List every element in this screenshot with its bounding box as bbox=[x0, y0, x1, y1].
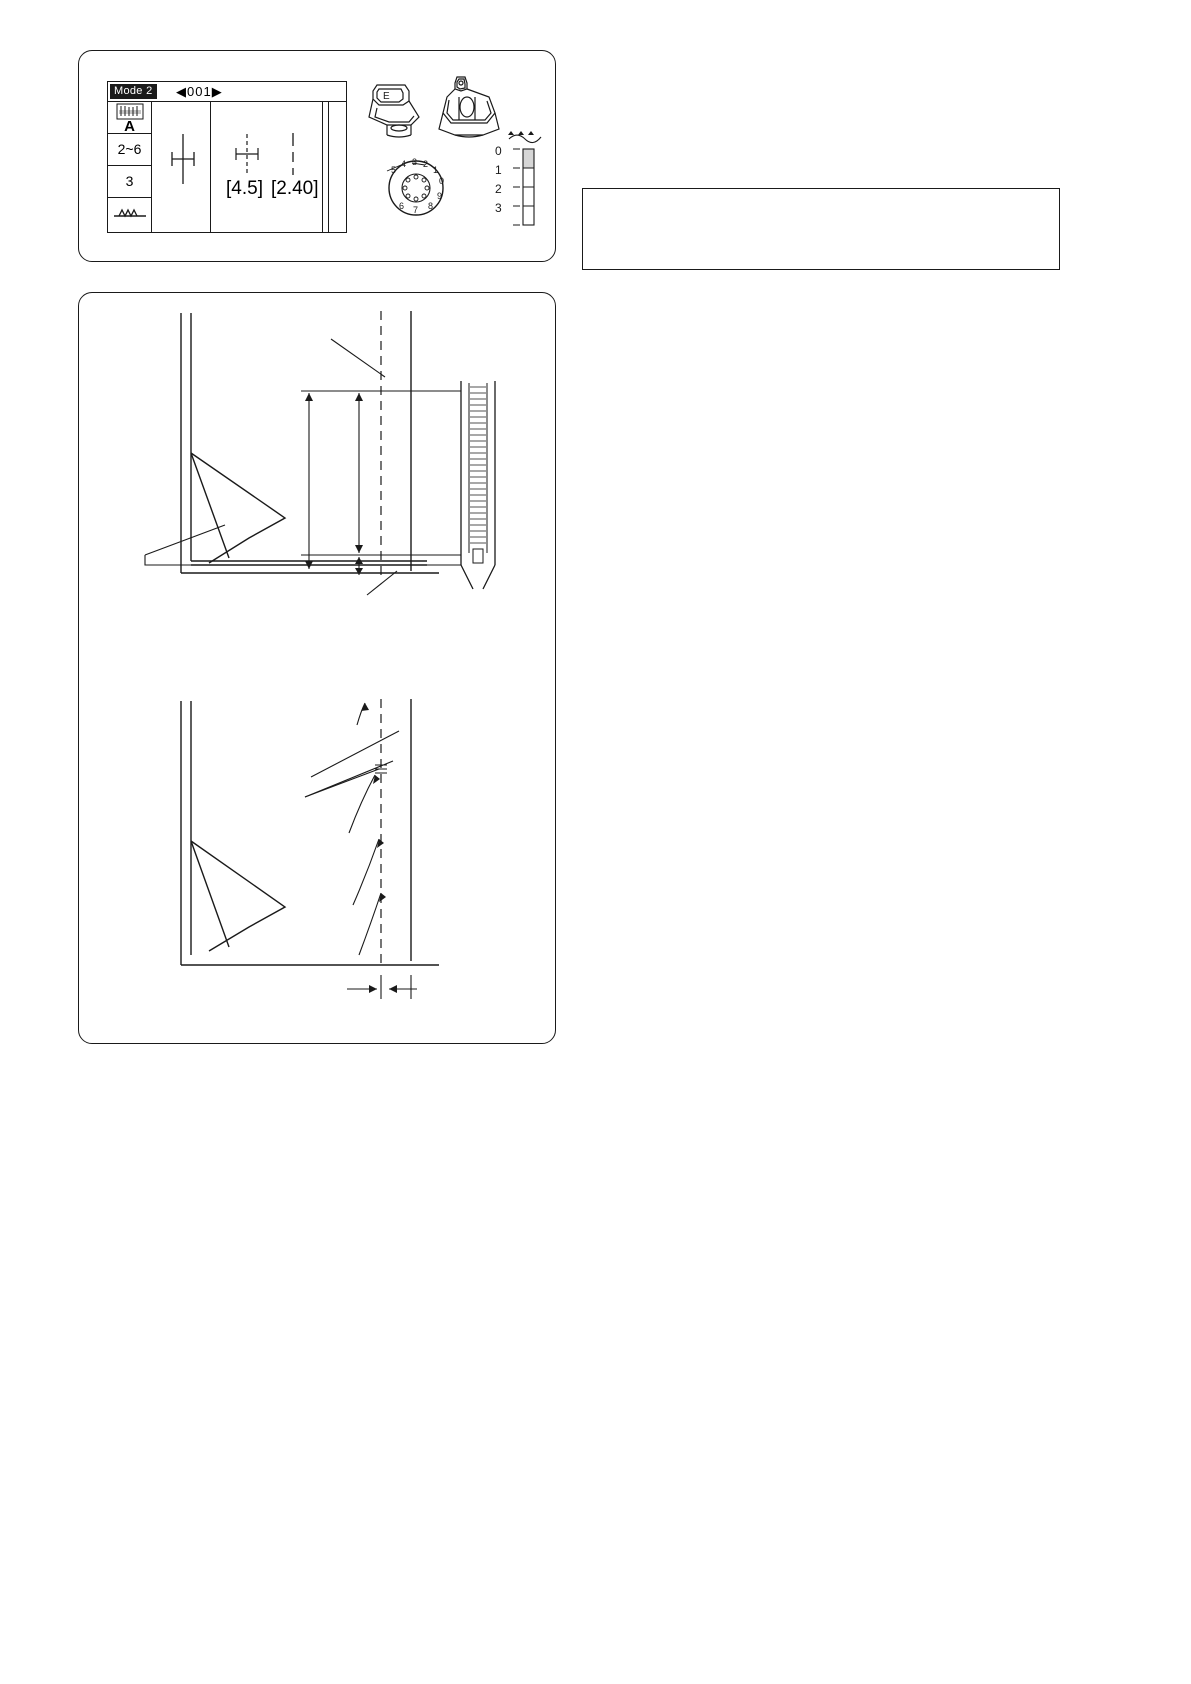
svg-text:0: 0 bbox=[439, 176, 445, 186]
svg-text:3: 3 bbox=[495, 201, 502, 215]
svg-text:1: 1 bbox=[433, 165, 439, 175]
svg-text:E: E bbox=[383, 91, 390, 102]
lcd-left-column bbox=[108, 102, 152, 232]
presser-foot-E-zipper bbox=[365, 79, 433, 143]
tension-range-cell bbox=[108, 134, 151, 166]
lcd-top-bar bbox=[108, 82, 346, 102]
lcd-divider-3 bbox=[328, 102, 329, 232]
stitch-values bbox=[226, 178, 319, 200]
svg-text:9: 9 bbox=[437, 191, 443, 201]
pressure-value: 3 bbox=[125, 173, 134, 189]
zipper-placement-diagram bbox=[109, 303, 539, 623]
svg-text:5: 5 bbox=[391, 165, 397, 175]
presser-foot-cell bbox=[108, 102, 151, 134]
stitch-width-icon bbox=[232, 134, 262, 174]
stitch-pattern-cell bbox=[108, 198, 151, 230]
thread-tension-dial[interactable] bbox=[379, 151, 453, 225]
svg-text:3: 3 bbox=[412, 157, 418, 167]
stitch-width-value: [4.5] bbox=[226, 178, 263, 199]
tension-range-value: 2~6 bbox=[117, 141, 142, 157]
svg-text:4: 4 bbox=[401, 159, 407, 169]
svg-text:7: 7 bbox=[413, 205, 419, 215]
needle-position-icon bbox=[166, 132, 200, 186]
svg-text:2: 2 bbox=[423, 159, 429, 169]
note-box bbox=[582, 188, 1060, 270]
pattern-number: ◀001▶ bbox=[176, 84, 223, 99]
svg-text:8: 8 bbox=[428, 201, 434, 211]
pressure-value-cell bbox=[108, 166, 151, 198]
lcd-divider-1 bbox=[210, 102, 211, 232]
straight-stitch-pattern-icon bbox=[113, 208, 147, 220]
lcd-screen bbox=[107, 81, 347, 233]
mode-badge: Mode 2 bbox=[110, 84, 157, 99]
presser-foot-pressure-scale bbox=[487, 123, 555, 233]
svg-text:6: 6 bbox=[399, 201, 405, 211]
stitch-length-icon bbox=[286, 132, 300, 176]
presser-foot-letter: A bbox=[124, 118, 135, 135]
svg-text:0: 0 bbox=[495, 144, 502, 158]
stitch-length-value: [2.40] bbox=[270, 178, 319, 199]
machine-settings-panel bbox=[78, 50, 556, 262]
basting-stitch-diagram bbox=[109, 693, 539, 1023]
lcd-divider-2 bbox=[322, 102, 323, 232]
svg-text:1: 1 bbox=[495, 163, 502, 177]
sewing-diagram-panel bbox=[78, 292, 556, 1044]
svg-text:2: 2 bbox=[495, 182, 502, 196]
